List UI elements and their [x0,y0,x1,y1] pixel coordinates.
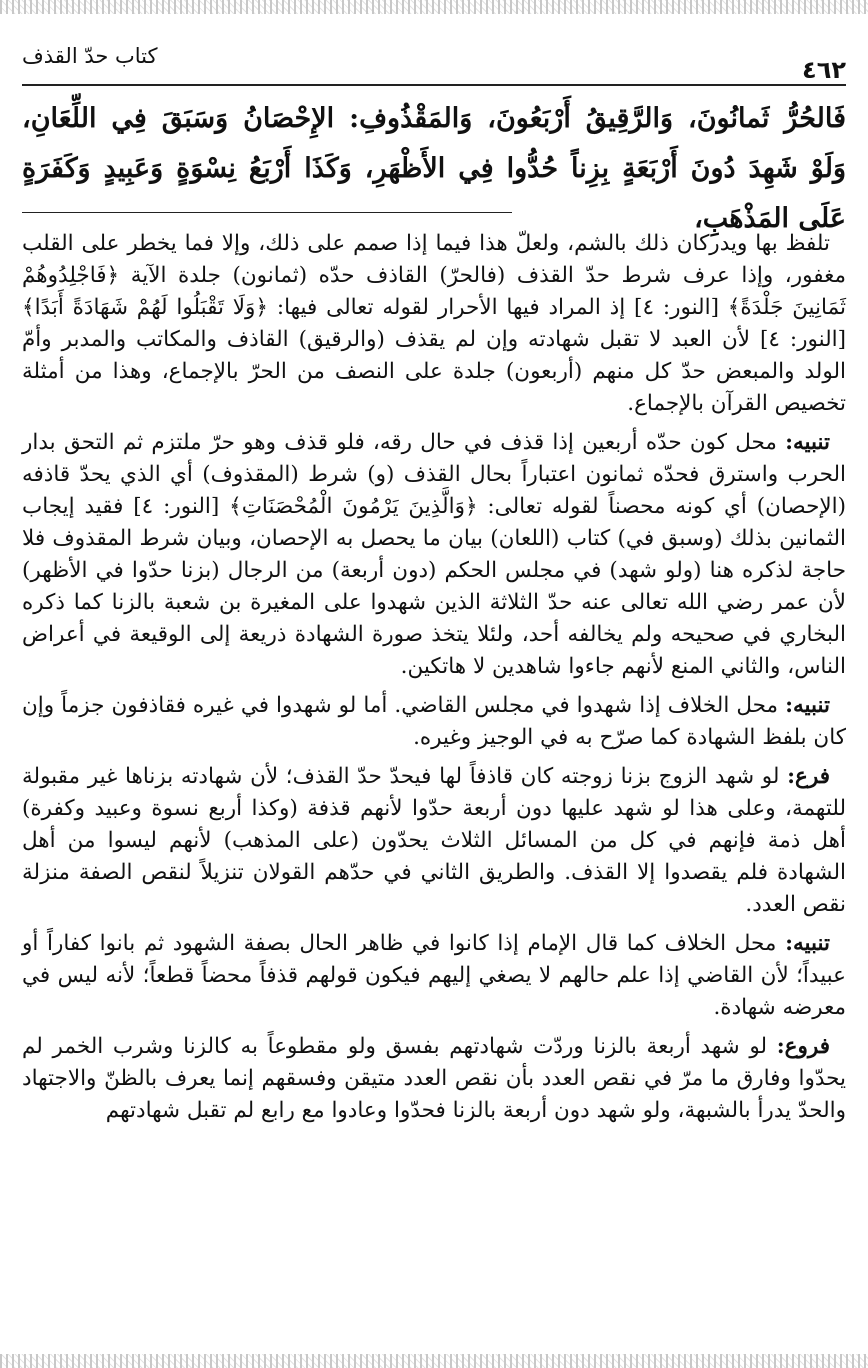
commentary-paragraph [22,928,846,1024]
matn-text: فَالحُرُّ ثَمانُونَ، وَالرَّقِيقُ أَرْبَعُونَ، وَالمَقْذُوفِ: الإِحْصَانُ وَسَبَقَ فِي اللِّعَانِ، وَلَوْ شَهِدَ دُونَ أَرْبَعَةٍ بِزِناً حُدُّوا فِي الأَظْهَرِ، وَكَذَا أَرْبَعُ نِسْوَةٍ وَعَبِيدٍ وَكَفَرَةٍ عَلَى المَذْهَبِ، [22,103,846,234]
paragraph-text: محل الخلاف كما قال الإمام إذا كانوا في ظاهر الحال بصفة الشهود ثم بانوا كفاراً أو عبيداً؛ لأن القاضي إذا علم حالهم لا يصغي إليهم فيكون قولهم قذفاً محضاً قطعاً؛ لأنه ليس في معرضه شهادة. [22,931,846,1020]
paragraph-lead: فروع: [776,1034,830,1059]
commentary-paragraph [22,228,846,420]
paragraph-lead: تنبيه: [785,931,830,956]
paragraph-text: محل الخلاف إذا شهدوا في مجلس القاضي. أما لو شهدوا في غيره فقاذفون جزماً وإن كان بلفظ الشهادة كما صرّح به في الوجيز وغيره. [22,693,846,750]
paragraph-lead: تنبيه: [785,693,830,718]
page-border-top [0,0,868,14]
commentary-paragraph [22,1031,846,1127]
page-number: ٤٦٢ [802,56,846,84]
header-rule [22,84,846,86]
paragraph-text: لو شهد الزوج بزنا زوجته كان قاذفاً لها فيحدّ حدّ القذف؛ لأن شهادته بزناها غير مقبولة للتهمة، وعلى هذا لو شهد عليها دون أربعة حدّوا لأنهم قذفة (وكذا أربع نسوة وعبيد وكفرة) أهل ذمة فإنهم في كل من المسائل الثلاث يحدّون (على المذهب) لأنهم ليسوا من أهل الشهادة فلم يقصدوا إلا القذف. والطريق الثاني في حدّهم القولان تنزيلاً لنقص الصفة منزلة نقص العدد. [22,764,846,917]
matn-separator [22,212,512,213]
commentary [22,228,846,1134]
page-border-bottom [0,1354,868,1368]
paragraph-lead: تنبيه: [785,430,830,455]
paragraph-lead: فرع: [787,764,830,789]
commentary-paragraph [22,427,846,683]
commentary-paragraph [22,761,846,921]
paragraph-text: لو شهد أربعة بالزنا وردّت شهادتهم بفسق ولو مقطوعاً به كالزنا وشرب الخمر لم يحدّوا وفارق ما مرّ في نقص العدد بأن نقص العدد متيقن وفسقهم إنما يعرف بالظنّ والاجتهاد والحدّ يدرأ بالشبهة، ولو شهد دون أربعة بالزنا فحدّوا وعادوا مع رابع لم تقبل شهادتهم [22,1034,846,1123]
commentary-paragraph [22,690,846,754]
paragraph-text: محل كون حدّه أربعين إذا قذف في حال رقه، فلو قذف وهو حرّ ملتزم ثم التحق بدار الحرب واسترق فحدّه ثمانون اعتباراً بحال القذف (و) شرط (المقذوف) أي الذي يحدّ قاذفه (الإحصان) أي كونه محصناً لقوله تعالى: ﴿وَالَّذِينَ يَرْمُونَ الْمُحْصَنَاتِ﴾ [النور: ٤] فقيد إيجاب الثمانين بذلك (وسبق في) كتاب (اللعان) بيان ما يحصل به الإحصان، وبيان شرط المقذوف فلا حاجة لذكره هنا (ولو شهد) في مجلس الحكم (دون أربعة) من الرجال (بزنا حدّوا في الأظهر) لأن عمر رضي الله تعالى عنه حدّ الثلاثة الذين شهدوا على المغيرة بن شعبة بالزنا كما ذكره البخاري في صحيحه ولم يخالفه أحد، ولئلا يتخذ صورة الشهادة ذريعة إلى الوقيعة في أعراض الناس، والثاني المنع لأنهم جاءوا شاهدين لا هاتكين. [22,430,846,679]
page-header [22,42,846,82]
paragraph-text: تلفظ بها ويدركان ذلك بالشم، ولعلّ هذا فيما إذا صمم على ذلك، وإلا فما يخطر على القلب مغفور، وإذا عرف شرط حدّ القذف (فالحرّ) القاذف حدّه (ثمانون) جلدة الآية ﴿فَاجْلِدُوهُمْ ثَمَانِينَ جَلْدَةً﴾ [النور: ٤] إذ المراد فيها الأحرار لقوله تعالى فيها: ﴿وَلَا تَقْبَلُوا لَهُمْ شَهَادَةً أَبَدًا﴾ [النور: ٤] لأن العبد لا تقبل شهادته وإن لم يقذف (والرقيق) القاذف والمكاتب والمدبر وأمّ الولد والمبعض حدّ كل منهم (أربعون) جلدة على النصف من الحرّ بالإجماع، وهذا من أمثلة تخصيص القرآن بالإجماع. [22,231,847,416]
running-title: كتاب حدّ القذف [22,44,158,68]
